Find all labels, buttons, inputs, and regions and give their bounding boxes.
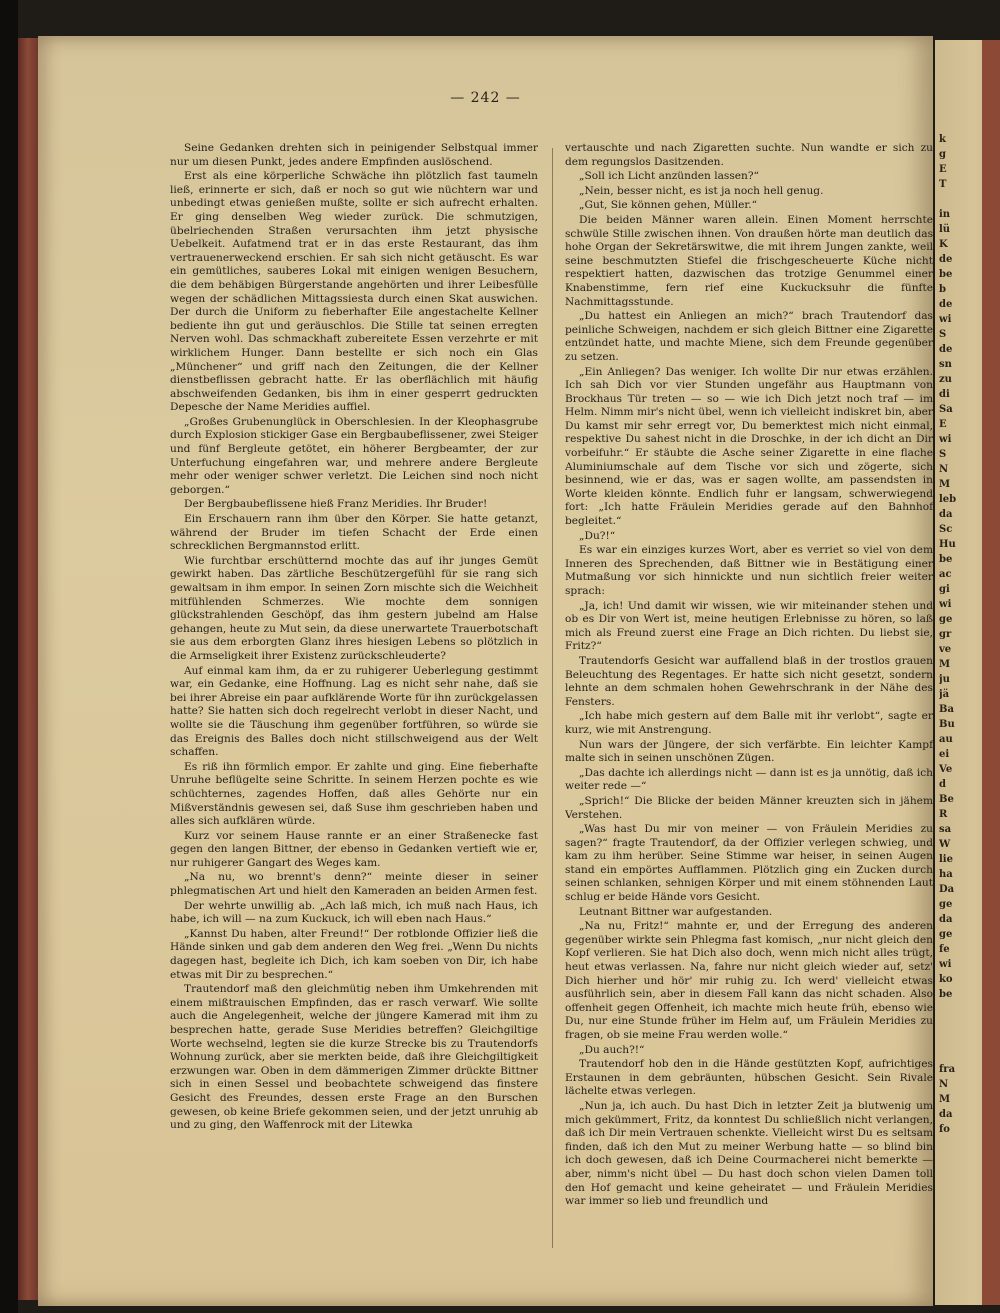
- facing-page-fragment: be: [939, 554, 953, 565]
- facing-page-fragment: jä: [939, 689, 950, 700]
- right-text-column: [565, 142, 933, 1262]
- facing-page-fragment: E: [939, 164, 947, 175]
- paragraph: Die beiden Männer waren allein. Einen Moment herrschte schwüle Stille zwischen ihnen. Von draußen hörte man deutlich das hohe Organ der Sekretärswitwe, die mit ihrem Jungen zankte, weil seine beschmutzten Stiefel die frischgescheuerte Küche nicht respektiert hatten, dazwischen das trotzige Genummel einer Knabenstimme, fern rief eine Kuckucksuhr die fünfte Nachmittagsstunde.: [565, 213, 933, 308]
- facing-page-fragment: Ve: [939, 764, 953, 775]
- paragraph: Trautendorfs Gesicht war auffallend blaß in der trostlos grauen Beleuchtung des Regentages. Er hatte sich nicht gesetzt, sondern lehnte an dem schmalen hohen Gewehrschrank in der Nähe des Fensters.: [565, 654, 933, 708]
- facing-page-edge: [935, 40, 1000, 1305]
- facing-page-fragment: de: [939, 299, 953, 310]
- paragraph: „Ich habe mich gestern auf dem Balle mit ihr verlobt“, sagte er kurz, wie mit Anstrengung.: [565, 710, 933, 736]
- book-page: [38, 36, 933, 1306]
- facing-page-fragment: sa: [939, 824, 952, 835]
- facing-page-fragment: [939, 1002, 979, 1017]
- facing-page-fragment: gi: [939, 584, 950, 595]
- facing-page-fragment: d: [939, 779, 946, 790]
- paragraph: Auf einmal kam ihm, da er zu ruhigerer Ueberlegung gestimmt war, ein Gedanke, eine Hoffnung. Lag es nicht sehr nahe, daß sie bei ihrer Abreise ein paar aufklärende Worte für ihn zurückgelassen hatte? Sie hatten sich doch regelrecht verlobt in dieser Nacht, und wollte sie die Täuschung ihm gegenüber fortführen, so würde sie das Ereignis des Balles doch nicht stillschweigend aus der Welt schaffen.: [170, 664, 538, 759]
- facing-page-fragment: de: [939, 254, 953, 265]
- facing-page-fragment: R: [939, 809, 948, 820]
- page-number: — 242 —: [450, 90, 521, 106]
- paragraph: Seine Gedanken drehten sich in peinigender Selbstqual immer nur um diesen Punkt, jedes andere Empfinden auslöschend.: [170, 142, 538, 168]
- facing-page-fragment: ge: [939, 929, 953, 940]
- facing-page-fragment: ge: [939, 899, 953, 910]
- facing-page-fragment: M: [939, 479, 951, 490]
- facing-page-fragment: da: [939, 914, 953, 925]
- paragraph: „Nein, besser nicht, es ist ja noch hell genug.: [579, 184, 824, 197]
- paragraph: Der Bergbaubeflissene hieß Franz Meridies. Ihr Bruder!: [184, 498, 488, 511]
- facing-page-fragment: fra: [939, 1064, 956, 1075]
- facing-page-fragment: ju: [939, 674, 950, 685]
- facing-page-fragment: sn: [939, 359, 952, 370]
- facing-page-fragment: M: [939, 1094, 951, 1105]
- facing-page-fragment: da: [939, 509, 953, 520]
- paragraph: Leutnant Bittner war aufgestanden.: [579, 905, 773, 918]
- facing-page-fragment: k: [939, 134, 946, 145]
- paragraph: „Nun ja, ich auch. Du hast Dich in letzter Zeit ja blutwenig um mich gekümmert, Fritz, da konntest Du schließlich nicht verlangen, daß ich Dir mein Vertrauen schenkte. Vielleicht wirst Du es seltsam finden, daß ich den Mut zu meiner Werbung hatte — so blind bin ich doch gewesen, daß ich Deine Courmacherei nicht bemerkte — aber, nimm's nicht übel — Du hast doch schon vielen Damen toll den Hof gemacht und keine geheiratet — und Fräulein Meridies war immer so lieb und freundlich und: [565, 1099, 933, 1208]
- facing-page-fragment: au: [939, 734, 953, 745]
- scanner-border: [0, 0, 18, 1313]
- paragraph: Trautendorf hob den in die Hände gestützten Kopf, aufrichtiges Erstaunen in dem gebräunten, hübschen Gesicht. Sein Rivale lächelte etwas verlegen.: [565, 1058, 933, 1098]
- paragraph: „Kannst Du haben, alter Freund!“ Der rotblonde Offizier ließ die Hände sinken und gab dem anderen den Weg frei. „Wenn Du nichts dagegen hast, begleite ich Dich, ich kam soeben von Dir, ich habe etwas mit Dir zu besprechen.“: [170, 927, 538, 981]
- paragraph: „Großes Grubenunglück in Oberschlesien. In der Kleophasgrube durch Explosion stickiger Gase ein Bergbaubeflissener, zwei Steiger und fünf Bergleute getötet, ein höherer Bergbeamter, der zur Unterfuchung eingefahren war, und mehrere andere Bergleute mehr oder weniger schwer verletzt. Die Leichen sind noch nicht geborgen.“: [170, 415, 538, 496]
- facing-page-fragment: Ba: [939, 704, 954, 715]
- facing-page-fragment: in: [939, 209, 951, 220]
- facing-page-fragment: di: [939, 389, 950, 400]
- paragraph: „Du auch?!“: [579, 1043, 645, 1056]
- paragraph: Es riß ihn förmlich empor. Er zahlte und ging. Eine fieberhafte Unruhe beflügelte seine Schritte. In seinem Herzen pochte es wie schüchternes, zagendes Hoffen, daß alles Gehörte nur ein Mißverständnis gewesen sei, daß Suse ihm geschrieben haben und alles sich aufklären würde.: [170, 760, 538, 828]
- facing-page-fragment: wi: [939, 314, 952, 325]
- facing-page-fragment: N: [939, 464, 949, 475]
- facing-page-fragment: N: [939, 1079, 949, 1090]
- facing-page-fragment: W: [939, 839, 951, 850]
- facing-page-fragment: g: [939, 149, 946, 160]
- facing-page-fragment: zu: [939, 374, 952, 385]
- paragraph: „Ja, ich! Und damit wir wissen, wie wir miteinander stehen und ob es Dir von Wert ist, meine heutigen Erlebnisse zu hören, so laß mich als Freund zuerst eine Frage an Dich richten. Du liebst sie, Fritz?“: [565, 599, 933, 653]
- paragraph: Trautendorf maß den gleichmütig neben ihm Umkehrenden mit einem mißtrauischen Empfinden, das er rasch verwarf. Wie sollte auch die Angelegenheit, welche der jüngere Kamerad mit ihm zu besprechen hatte, gerade Suse Meridies betreffen? Gleichgiltige Worte wechselnd, legten sie die kurze Strecke bis zu Trautendorfs Wohnung zurück, aber sie merkten beide, daß ihre Gleichgiltigkeit erzwungen war. Oben in dem dämmerigen Zimmer drückte Bittner sich in einen Sessel und beobachtete schweigend das finstere Gesicht des Freundes, dessen erste Frage an den Burschen gewesen, ob keine Briefe gekommen seien, und der jetzt unruhig ab und zu ging, den Waffenrock mit der Litewka: [170, 983, 538, 1132]
- facing-page-fragment: wi: [939, 959, 952, 970]
- facing-page-fragment: [939, 1047, 979, 1062]
- facing-page-fragment: Bu: [939, 719, 955, 730]
- facing-page-fragment: ve: [939, 644, 952, 655]
- book-spine: [18, 38, 40, 1300]
- facing-page-fragment: ko: [939, 974, 953, 985]
- facing-page-fragment: ge: [939, 614, 953, 625]
- paragraph: „Du hattest ein Anliegen an mich?“ brach Trautendorf das peinliche Schweigen, nachdem er sich gleich Bittner eine Zigarette entzündet hatte, und machte Miene, sich dem Freunde gegenüber zu setzen.: [565, 310, 933, 363]
- facing-page-fragment: wi: [939, 599, 952, 610]
- facing-page-fragment: de: [939, 344, 953, 355]
- facing-page-fragment: K: [939, 239, 948, 250]
- facing-page-fragment: S: [939, 329, 947, 340]
- paragraph: „Ein Anliegen? Das weniger. Ich wollte Dir nur etwas erzählen. Ich sah Dich vor vier Stunden ungefähr aus Hauptmann von Brockhaus Tür treten — so — wie ich Dich jetzt noch traf — im Helm. Nimm mir's nicht übel, wenn ich vielleicht indiskret bin, aber Du kamst mir sehr erregt vor, Du bemerktest mich nicht einmal, respektive Du sahest nicht in die Droschke, in der ich dicht an Dir vorbeifuhr.“ Er stäubte die Asche seiner Zigarette in eine flache Aluminiumschale auf dem Tische vor sich und zögerte, sich besinnend, wie er das, was er sagen wollte, am passendsten in Worte kleiden könnte. Endlich fuhr er langsam, schwerwiegend fort: „Ich hatte Fräulein Meridies gerade auf den Bahnhof begleitet.“: [565, 365, 933, 528]
- facing-page-fragment: Hu: [939, 539, 956, 550]
- paragraph: „Na nu, Fritz!“ mahnte er, und der Erregung des anderen gegenüber wirkte sein Phlegma fast komisch, „nur nicht gleich den Kopf verlieren. Sie hat Dich also doch, wenn mich nicht alles trügt, heut etwas verlassen. Na, fahre nur nicht gleich wieder auf, setz' Dich hierher und hör' mir ruhig zu. Ich werd' vielleicht etwas ausführlich sein, aber in diesem Fall kann das nicht schaden. Also offenheit gegen Offenheit, ich machte mich heute früh, ebenso wie Du, nur eine Stunde früher im Helm auf, um Fräulein Meridies zu fragen, ob sie meine Frau werden wolle.“: [565, 920, 933, 1041]
- paragraph: Es war ein einziges kurzes Wort, aber es verriet so viel von dem Inneren des Sprechenden, daß Bittner wie in Bestätigung einer Mutmaßung vor sich hinnickte und nun sichtlich freier weiter sprach:: [565, 544, 933, 597]
- facing-page-fragment: [939, 1032, 979, 1047]
- facing-page-fragment: wi: [939, 434, 952, 445]
- facing-page-fragment: ei: [939, 749, 950, 760]
- facing-page-text-fragments: [939, 132, 979, 1137]
- paragraph: Nun wars der Jüngere, der sich verfärbte. Ein leichter Kampf malte sich in seinen unschönen Zügen.: [565, 738, 933, 765]
- facing-page-red-edge: [982, 40, 1000, 1305]
- paragraph: „Was hast Du mir von meiner — von Fräulein Meridies zu sagen?“ fragte Trautendorf, da der Offizier verlegen schwieg, und kam zu ihm herüber. Seine Stimme war heiser, in seinen Augen stand ein empörtes Aufflammen. Plötzlich ging ein Zucken durch seinen schlanken, sehnigen Körper und mit einem stöhnenden Laut schlug er beide Hände vors Gesicht.: [565, 823, 933, 904]
- paragraph: Der wehrte unwillig ab. „Ach laß mich, ich muß nach Haus, ich habe, ich will — na zum Kuckuck, ich will eben nach Haus.“: [170, 899, 538, 926]
- column-divider: [552, 148, 553, 1248]
- paragraph: „Soll ich Licht anzünden lassen?“: [579, 170, 759, 183]
- facing-page-fragment: Sa: [939, 404, 953, 415]
- facing-page-fragment: M: [939, 659, 951, 670]
- paragraph: „Das dachte ich allerdings nicht — dann ist es ja unnötig, daß ich weiter rede —“: [565, 766, 933, 793]
- facing-page-fragment: E: [939, 419, 947, 430]
- paragraph: Erst als eine körperliche Schwäche ihn plötzlich fast taumeln ließ, erinnerte er sich, daß er noch so gut wie nüchtern war und unbedingt etwas genießen mußte, sollte er sich aufrecht erhalten. Er ging denselben Weg wieder zurück. Die schmutzigen, übelriechenden Straßen verursachten ihm jetzt physische Uebelkeit. Aufatmend trat er in das erste Restaurant, das ihm vertrauenerweckend erschien. Er sah sich nicht getäuscht. Es war ein gemütliches, sauberes Lokal mit einigen wenigen Besuchern, die dem behäbigen Bürgerstande angehörten und ihrer Leibesfülle wegen der schädlichen Mittagssiesta durch einen Skat auswichen. Der durch die Uniform zu fieberhafter Eile angestachelte Kellner bediente ihn gut und geräuschlos. Die Stille tat seinen erregten Nerven wohl. Das schmackhaft zubereitete Essen verzehrte er mit wirklichem Hunger. Dann bestellte er sich noch ein Glas „Münchener“ und griff nach den Zeitungen, die der Kellner dienstbeflissen gebracht hatte. Er las oberflächlich mit häufig abschweifenden Gedanken, bis ihm in einer gesperrt gedruckten Depesche der Name Meridies auffiel.: [170, 170, 538, 414]
- facing-page-fragment: ac: [939, 569, 952, 580]
- paragraph: vertauschte und nach Zigaretten suchte. Nun wandte er sich zu dem regungslos Dasitzenden.: [565, 142, 933, 168]
- facing-page-fragment: [939, 1017, 979, 1032]
- paragraph: „Na nu, wo brennt's denn?“ meinte dieser in seiner phlegmatischen Art und hielt den Kameraden an beiden Armen fest.: [170, 871, 538, 898]
- facing-page-fragment: fe: [939, 944, 950, 955]
- facing-page-fragment: be: [939, 269, 953, 280]
- facing-page-fragment: gr: [939, 629, 952, 640]
- facing-page-fragment: b: [939, 284, 946, 295]
- facing-page-fragment: be: [939, 989, 953, 1000]
- facing-page-fragment: ha: [939, 869, 953, 880]
- facing-page-fragment: lü: [939, 224, 951, 235]
- facing-page-fragment: lie: [939, 854, 953, 865]
- facing-page-fragment: fo: [939, 1124, 950, 1135]
- paragraph: „Du?!“: [579, 529, 616, 542]
- facing-page-fragment: Sc: [939, 524, 953, 535]
- paragraph: Wie furchtbar erschütternd mochte das auf ihr junges Gemüt gewirkt haben. Das zärtliche Beschützergefühl für sie rang sich gewaltsam in ihm empor. In seinen Zorn mischte sich die Weichheit mitfühlenden Schmerzes. Wie mochte dem sonnigen glückstrahlenden Geschöpf, das ihm gestern jubelnd am Halse gehangen, heute zu Mut sein, da diese unerwartete Trauerbotschaft sie aus dem erborgten Glanz ihres hiesigen Lebens so plötzlich in die Armseligkeit ihrer Existenz zurückschleuderte?: [170, 554, 538, 662]
- paragraph: Ein Erschauern rann ihm über den Körper. Sie hatte getanzt, während der Bruder im tiefen Schacht der Erde einen schrecklichen Bergmannstod erlitt.: [170, 513, 538, 553]
- facing-page-fragment: leb: [939, 494, 957, 505]
- facing-page-fragment: [939, 192, 979, 207]
- left-text-column: [170, 142, 538, 1262]
- paragraph: Kurz vor seinem Hause rannte er an einer Straßenecke fast gegen den langen Bittner, der ebenso in Gedanken vertieft wie er, nur ruhigerer Gangart des Weges kam.: [170, 829, 538, 869]
- facing-page-fragment: S: [939, 449, 947, 460]
- facing-page-fragment: Be: [939, 794, 954, 805]
- paragraph: „Sprich!“ Die Blicke der beiden Männer kreuzten sich in jähem Verstehen.: [565, 794, 933, 821]
- facing-page-fragment: T: [939, 179, 947, 190]
- facing-page-fragment: Da: [939, 884, 955, 895]
- paragraph: „Gut, Sie können gehen, Müller.“: [579, 199, 758, 212]
- facing-page-fragment: da: [939, 1109, 953, 1120]
